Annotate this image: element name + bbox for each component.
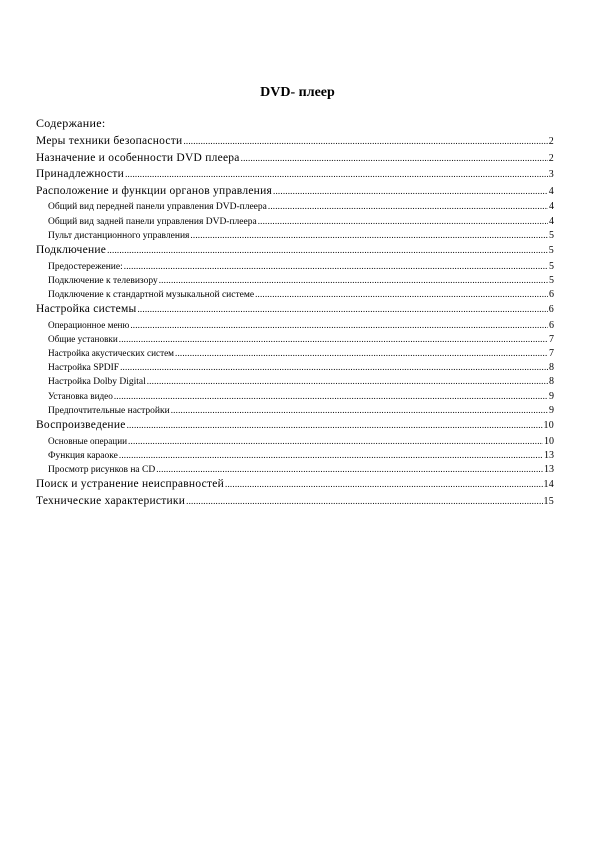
toc-entry-title: Предостережение: bbox=[48, 261, 123, 272]
toc-dot-leader bbox=[156, 462, 543, 476]
toc-dot-leader bbox=[120, 360, 548, 374]
toc-entry-page: 9 bbox=[549, 390, 554, 402]
toc-entry-title: Предпочтительные настройки bbox=[48, 405, 170, 416]
toc-dot-leader bbox=[119, 448, 543, 462]
toc-entry-title: Основные операции bbox=[48, 435, 128, 446]
toc-entry[interactable] bbox=[36, 150, 554, 167]
toc-entry-page: 6 bbox=[549, 288, 554, 300]
toc-dot-leader bbox=[273, 183, 548, 200]
toc-entry-page: 3 bbox=[548, 169, 554, 181]
toc-entry-title: Меры техники безопасности bbox=[36, 135, 183, 147]
toc-entry[interactable] bbox=[36, 183, 554, 200]
toc-subentry[interactable] bbox=[36, 273, 554, 287]
toc-entry-page: 6 bbox=[548, 304, 554, 316]
toc-dot-leader bbox=[225, 476, 542, 493]
toc-entry-title: Настройка системы bbox=[36, 303, 137, 316]
toc-entry[interactable] bbox=[36, 476, 554, 493]
toc-entry-page: 4 bbox=[548, 185, 554, 197]
toc-entry-title: Общие установки bbox=[48, 333, 118, 344]
toc-entry-page: 5 bbox=[549, 260, 554, 272]
toc-entry-title: Настройка акустических систем bbox=[48, 348, 174, 359]
toc-dot-leader bbox=[124, 259, 548, 273]
toc-entry[interactable] bbox=[36, 417, 554, 434]
toc-dot-leader bbox=[137, 301, 547, 318]
toc-dot-leader bbox=[127, 417, 543, 434]
toc-entry-page: 10 bbox=[543, 420, 554, 431]
toc-subentry[interactable] bbox=[36, 374, 554, 388]
toc-entry-title: Установка видео bbox=[48, 390, 113, 401]
toc-entry-title: Пульт дистанционного управления bbox=[48, 230, 190, 241]
toc-entry-title: Назначение и особенности DVD плеера bbox=[36, 151, 240, 164]
toc-entry-title: Подключение к телевизору bbox=[48, 275, 158, 286]
toc-dot-leader bbox=[128, 434, 543, 448]
toc-subentry[interactable] bbox=[36, 287, 554, 301]
toc-subentry[interactable] bbox=[36, 199, 554, 213]
toc-dot-leader bbox=[268, 199, 548, 213]
toc-entry[interactable] bbox=[36, 493, 554, 510]
toc-dot-leader bbox=[175, 346, 548, 360]
toc-dot-leader bbox=[258, 214, 548, 228]
toc-entry-page: 6 bbox=[549, 319, 554, 331]
toc-entry-title: Подключение bbox=[36, 243, 107, 256]
toc-dot-leader bbox=[159, 273, 548, 287]
toc-subentry[interactable] bbox=[36, 434, 554, 448]
toc-subentry[interactable] bbox=[36, 318, 554, 332]
toc-subentry[interactable] bbox=[36, 389, 554, 403]
toc-entry-title: Общий вид передней панели управления DVD-плеера bbox=[48, 202, 267, 213]
toc-entry-title: Просмотр рисунков на CD bbox=[48, 464, 156, 475]
toc-entry[interactable] bbox=[36, 242, 554, 259]
toc-entry-page: 4 bbox=[549, 215, 554, 227]
toc-entry[interactable] bbox=[36, 133, 554, 150]
toc-dot-leader bbox=[119, 332, 548, 346]
toc-entry-title: Функция караоке bbox=[48, 450, 118, 461]
toc-subentry[interactable] bbox=[36, 346, 554, 360]
toc-dot-leader bbox=[130, 318, 548, 332]
toc-entry-title: Расположение и функции органов управления bbox=[36, 184, 273, 197]
toc-dot-leader bbox=[171, 403, 548, 417]
toc-entry-title: Настройка SPDIF bbox=[48, 363, 120, 374]
toc-entry-page: 5 bbox=[549, 229, 554, 241]
toc-subentry[interactable] bbox=[36, 403, 554, 417]
toc-entry-title: Поиск и устранение неисправностей bbox=[36, 478, 225, 491]
toc-entry-page: 8 bbox=[549, 362, 554, 374]
toc-dot-leader bbox=[186, 493, 542, 510]
toc-entry-page: 8 bbox=[549, 376, 554, 388]
toc-entry-title: Технические характеристики bbox=[36, 494, 186, 507]
toc-subentry[interactable] bbox=[36, 259, 554, 273]
toc-entry-title: Операционное меню bbox=[48, 319, 130, 330]
toc-entry-page: 2 bbox=[548, 136, 554, 147]
toc-subentry[interactable] bbox=[36, 448, 554, 462]
toc-entry-title: Настройка Dolby Digital bbox=[48, 377, 146, 388]
toc-entry-page: 5 bbox=[549, 274, 554, 286]
toc-entry-title: Принадлежности bbox=[36, 168, 125, 181]
toc-entry-page: 10 bbox=[544, 435, 554, 447]
toc-subentry[interactable] bbox=[36, 228, 554, 242]
toc-dot-leader bbox=[147, 374, 548, 388]
toc-entry-page: 4 bbox=[549, 201, 554, 213]
toc-entry-title: Общий вид задней панели управления DVD-плеера bbox=[48, 216, 257, 227]
toc-dot-leader bbox=[183, 133, 547, 150]
toc-subentry[interactable] bbox=[36, 360, 554, 374]
toc-entry-title: Подключение к стандартной музыкальной системе bbox=[48, 289, 255, 300]
toc-entry-page: 9 bbox=[549, 404, 554, 416]
toc-entry-page: 7 bbox=[549, 348, 554, 360]
document-title: DVD- плеер bbox=[260, 85, 335, 100]
toc-subentry[interactable] bbox=[36, 332, 554, 346]
toc-entry-page: 2 bbox=[548, 152, 554, 164]
toc-entry[interactable] bbox=[36, 301, 554, 318]
toc-subentry[interactable] bbox=[36, 462, 554, 476]
toc-dot-leader bbox=[255, 287, 548, 301]
toc-dot-leader bbox=[114, 389, 548, 403]
toc-heading: Содержание: bbox=[36, 116, 106, 130]
toc-dot-leader bbox=[125, 166, 548, 183]
toc-entry-page: 14 bbox=[543, 479, 554, 491]
table-of-contents bbox=[36, 133, 554, 509]
toc-entry-page: 5 bbox=[548, 244, 554, 256]
toc-entry-page: 15 bbox=[543, 495, 554, 507]
toc-dot-leader bbox=[107, 242, 548, 259]
toc-entry-page: 13 bbox=[544, 449, 554, 461]
toc-dot-leader bbox=[190, 228, 548, 242]
toc-entry[interactable] bbox=[36, 166, 554, 183]
toc-entry-page: 7 bbox=[549, 333, 554, 345]
toc-entry-page: 13 bbox=[544, 463, 554, 475]
toc-entry-title: Воспроизведение bbox=[36, 419, 126, 431]
toc-subentry[interactable] bbox=[36, 214, 554, 228]
toc-dot-leader bbox=[241, 150, 548, 167]
